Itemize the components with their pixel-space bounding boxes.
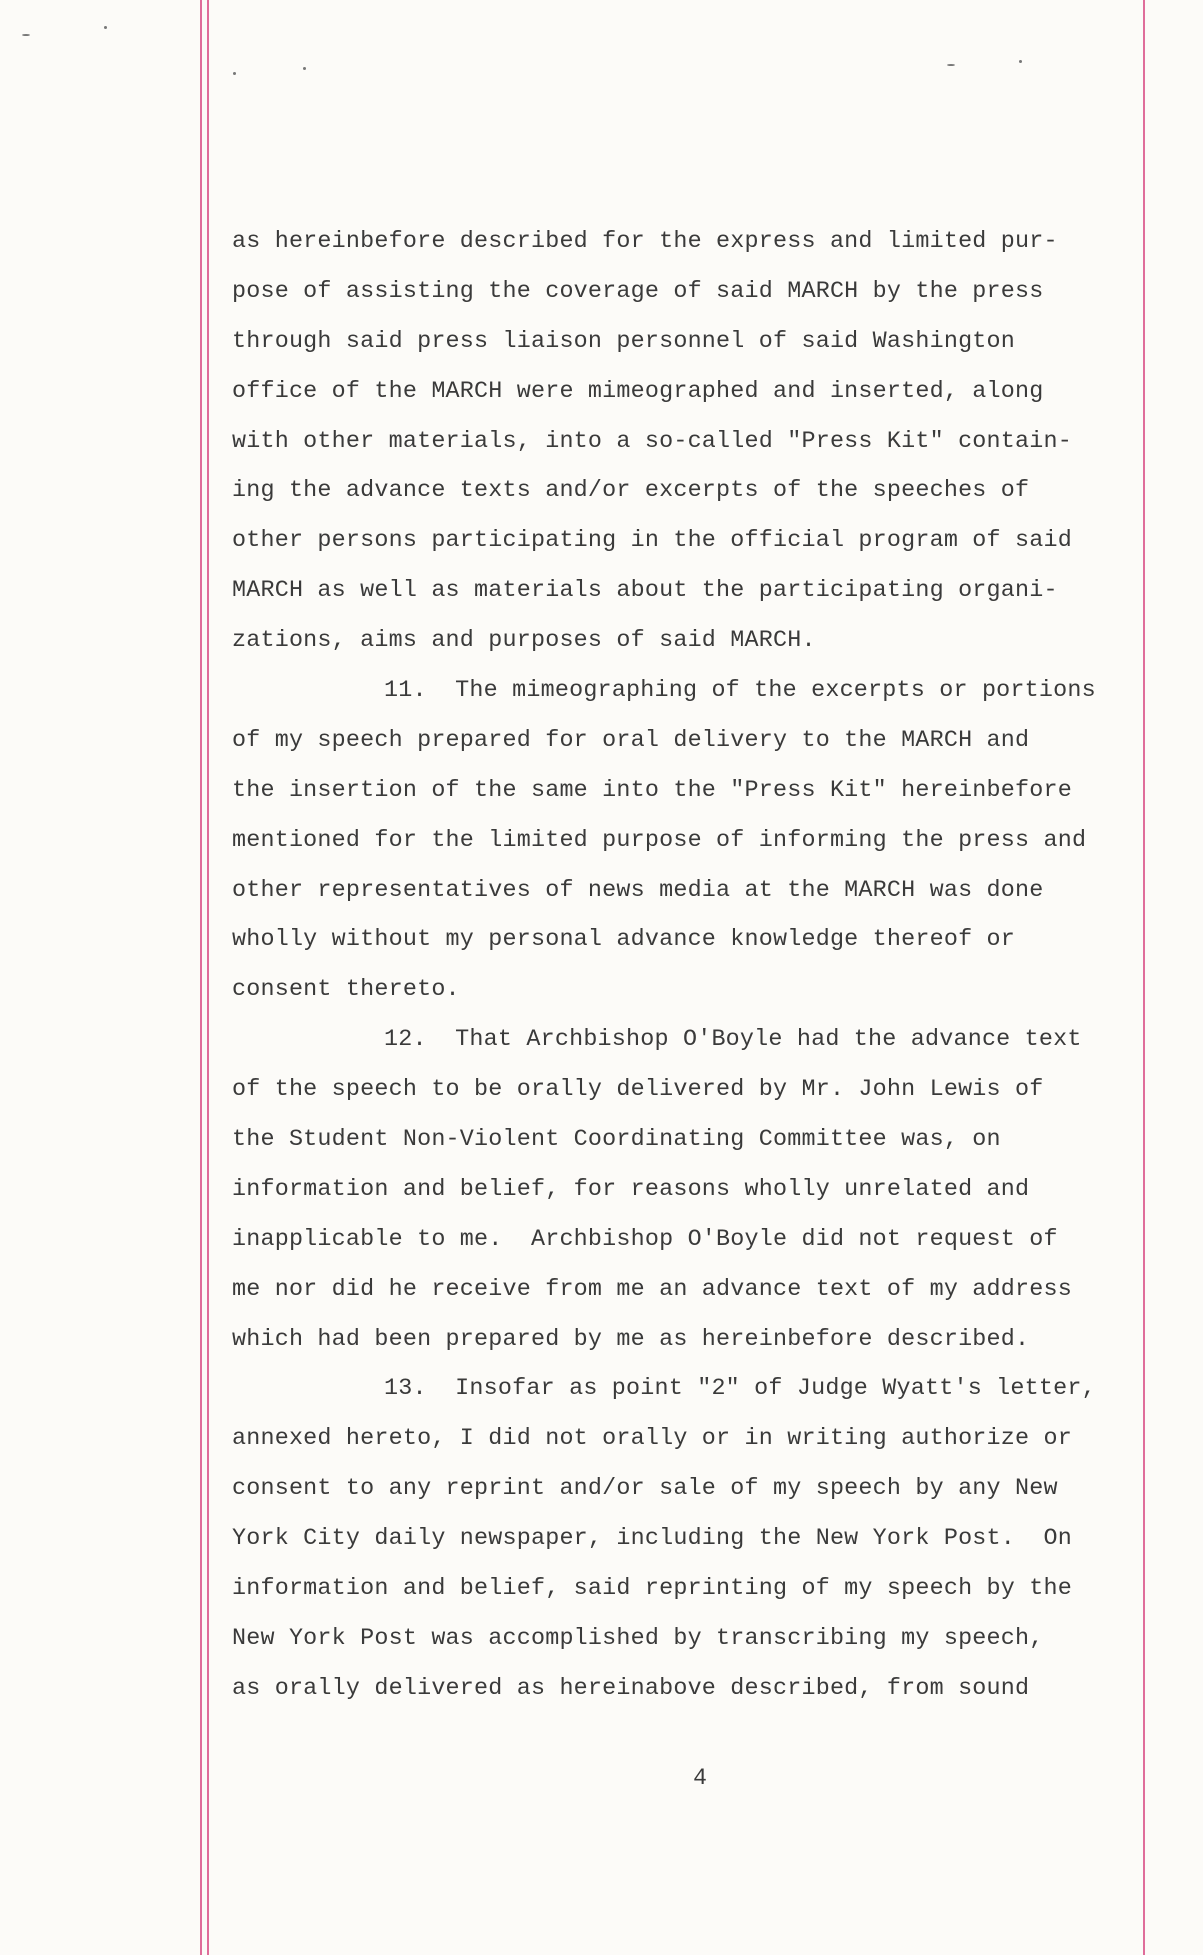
text-line: inapplicable to me. Archbishop O'Boyle did not request of: [232, 1226, 1058, 1253]
text-line: of the speech to be orally delivered by Mr. John Lewis of: [232, 1077, 1044, 1104]
text-line: consent thereto.: [232, 977, 460, 1004]
document-body: [232, 218, 1144, 1715]
text-line: through said press liaison personnel of said Washington: [232, 328, 1016, 355]
paper-speck: [233, 72, 236, 75]
left-margin-line-outer: [200, 0, 202, 1955]
text-line: the insertion of the same into the "Press Kit" hereinbefore: [232, 777, 1072, 804]
text-line: mentioned for the limited purpose of informing the press and: [232, 827, 1087, 854]
left-margin-line-inner: [207, 0, 209, 1955]
paragraph-12-start: 12. That Archbishop O'Boyle had the advance text: [384, 1027, 1082, 1054]
text-line: as hereinbefore described for the express and limited pur-: [232, 229, 1058, 255]
text-line: the Student Non-Violent Coordinating Committee was, on: [232, 1127, 1001, 1154]
text-line: MARCH as well as materials about the participating organi-: [232, 578, 1058, 605]
text-line: which had been prepared by me as hereinbefore described.: [232, 1326, 1030, 1353]
page-number: 4: [693, 1765, 707, 1791]
text-line: zations, aims and purposes of said MARCH.: [232, 628, 816, 655]
text-line: office of the MARCH were mimeographed and inserted, along: [232, 378, 1044, 405]
paragraph-11-start: 11. The mimeographing of the excerpts or portions: [384, 678, 1096, 705]
text-line: pose of assisting the coverage of said MARCH by the press: [232, 278, 1044, 305]
text-line: other persons participating in the official program of said: [232, 528, 1072, 555]
paper-speck: [1019, 60, 1022, 63]
text-line: as orally delivered as hereinabove described, from sound: [232, 1675, 1030, 1702]
text-line: York City daily newspaper, including the New York Post. On: [232, 1526, 1072, 1553]
text-line: New York Post was accomplished by transcribing my speech,: [232, 1625, 1044, 1652]
text-line: wholly without my personal advance knowledge thereof or: [232, 927, 1016, 954]
text-line: other representatives of news media at the MARCH was done: [232, 877, 1044, 904]
paper-speck: [104, 26, 107, 29]
text-line: consent to any reprint and/or sale of my speech by any New: [232, 1476, 1058, 1503]
paragraph-13-start: 13. Insofar as point "2" of Judge Wyatt's letter,: [384, 1376, 1096, 1403]
paper-speck: [22, 34, 30, 36]
paper-speck: [947, 64, 955, 66]
text-line: ing the advance texts and/or excerpts of the speeches of: [232, 478, 1030, 505]
text-line: with other materials, into a so-called "Press Kit" contain-: [232, 428, 1072, 455]
text-line: annexed hereto, I did not orally or in writing authorize or: [232, 1426, 1072, 1453]
paper-speck: [303, 67, 306, 70]
text-line: information and belief, for reasons wholly unrelated and: [232, 1176, 1030, 1203]
text-line: me nor did he receive from me an advance text of my address: [232, 1276, 1072, 1303]
text-line: information and belief, said reprinting of my speech by the: [232, 1576, 1072, 1603]
text-line: of my speech prepared for oral delivery to the MARCH and: [232, 727, 1030, 754]
